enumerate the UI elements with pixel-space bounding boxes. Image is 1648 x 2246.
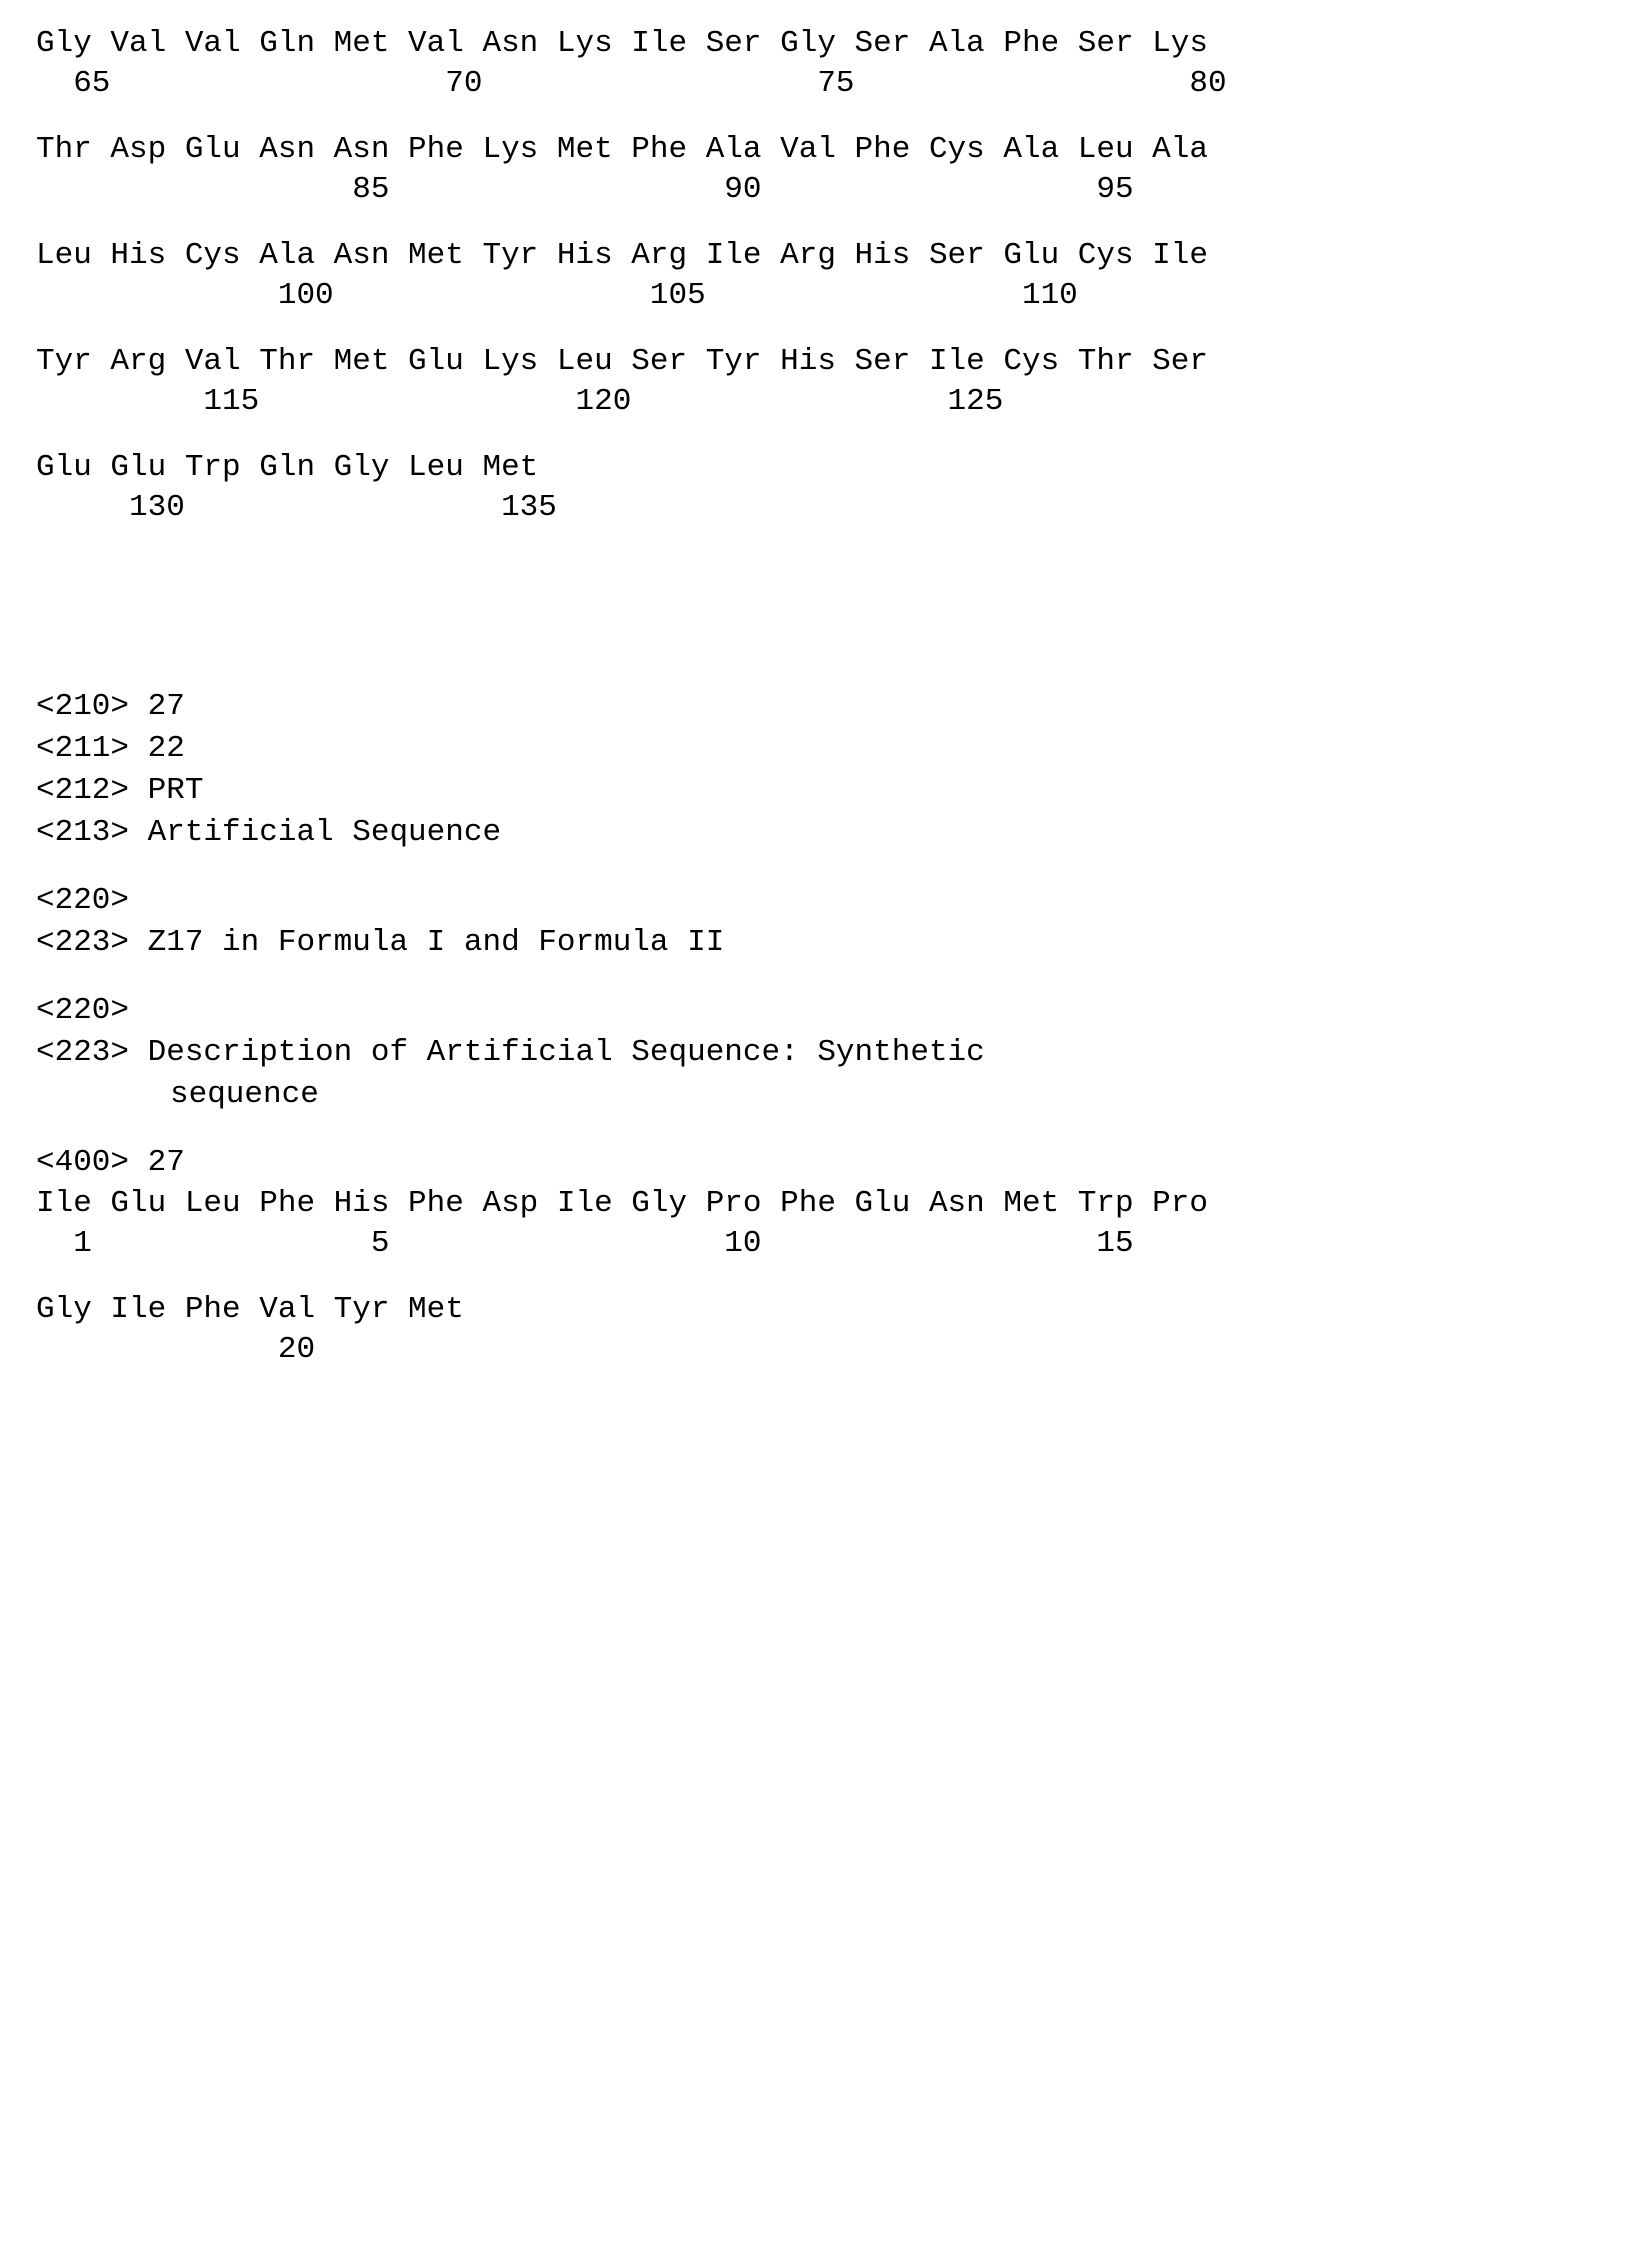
residue-number-row: 1 5 10 15	[36, 1226, 1134, 1261]
residue-number-row: 85 90 95	[36, 172, 1134, 207]
residue-row: Leu His Cys Ala Asn Met Tyr His Arg Ile Arg His Ser Glu Cys Ile	[36, 238, 1208, 273]
tag-210: <210> 27	[36, 689, 185, 724]
row-gap	[36, 210, 1616, 236]
row-gap	[36, 104, 1616, 130]
tag-400: <400> 27	[36, 1145, 185, 1180]
residue-number-row: 20	[36, 1332, 316, 1367]
row-gap	[36, 316, 1616, 342]
residue-row: Gly Val Val Gln Met Val Asn Lys Ile Ser Gly Ser Ala Phe Ser Lys	[36, 26, 1208, 61]
residue-number-row: 115 120 125	[36, 384, 1004, 419]
tag-211: <211> 22	[36, 731, 185, 766]
tag-220: <220>	[36, 993, 130, 1028]
residue-row: Tyr Arg Val Thr Met Glu Lys Leu Ser Tyr His Ser Ile Cys Thr Ser	[36, 344, 1208, 379]
tag-223: <223> Z17 in Formula I and Formula II	[36, 925, 725, 960]
tag-220: <220>	[36, 883, 130, 918]
row-gap	[36, 1116, 1616, 1142]
residue-row: Glu Glu Trp Gln Gly Leu Met	[36, 450, 539, 485]
residue-row: Ile Glu Leu Phe His Phe Asp Ile Gly Pro Phe Glu Asn Met Trp Pro	[36, 1186, 1208, 1221]
tag-213: <213> Artificial Sequence	[36, 815, 502, 850]
residue-number-row: 100 105 110	[36, 278, 1078, 313]
tag-223: <223> Description of Artificial Sequence: Synthetic	[36, 1035, 985, 1070]
residue-row: Thr Asp Glu Asn Asn Phe Lys Met Phe Ala Val Phe Cys Ala Leu Ala	[36, 132, 1208, 167]
section-gap	[36, 646, 1616, 686]
row-gap	[36, 854, 1616, 880]
sequence-block-continuation	[36, 24, 1616, 528]
row-gap	[36, 1264, 1616, 1290]
page-content	[36, 24, 1616, 1370]
row-gap	[36, 964, 1616, 990]
residue-number-row: 130 135	[36, 490, 557, 525]
sequence-entry	[36, 686, 1616, 1370]
row-gap	[36, 422, 1616, 448]
section-gap	[36, 528, 1616, 646]
residue-number-row: 65 70 75 80	[36, 66, 1227, 101]
tag-212: <212> PRT	[36, 773, 204, 808]
tag-223-continuation: sequence	[170, 1077, 319, 1112]
residue-row: Gly Ile Phe Val Tyr Met	[36, 1292, 464, 1327]
